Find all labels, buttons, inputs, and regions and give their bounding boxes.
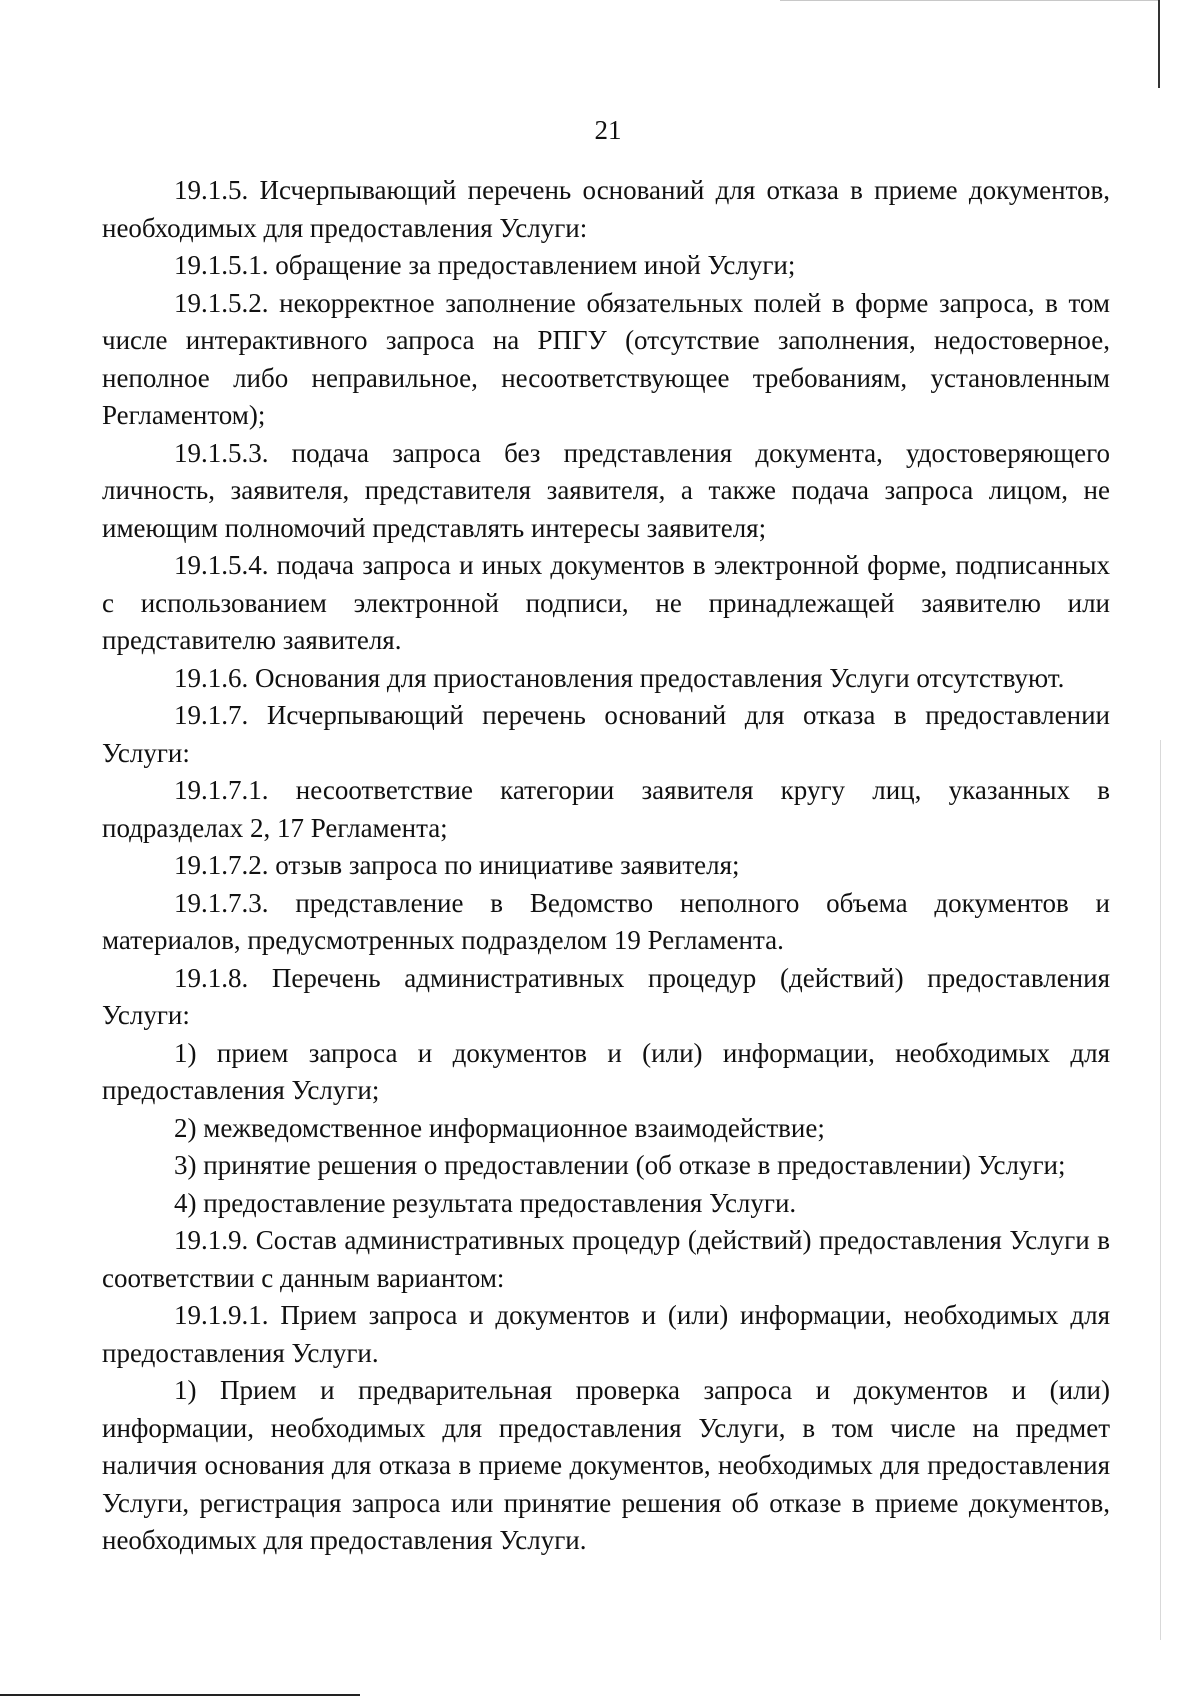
list-item-3: 3) принятие решения о предоставлении (об отказе в предоставлении) Услуги;: [174, 1150, 1066, 1180]
list-item-1: 1) прием запроса и документов и (или) информации, необходимых для предоставления Услуги;: [102, 1037, 1110, 1105]
paragraph-19-1-5-4: 19.1.5.4. подача запроса и иных документов в электронной форме, подписанных с использованием электронной подписи, не принадлежащей заявителю или представителю заявителя.: [102, 550, 1110, 655]
list-item-4: 4) предоставление результата предоставления Услуги.: [174, 1187, 797, 1218]
scan-edge-top: [780, 0, 1160, 1]
paragraph-19-1-7-3: 19.1.7.3. представление в Ведомство неполного объема документов и материалов, предусмотренных подразделом 19 Регламента.: [102, 887, 1110, 955]
paragraph-19-1-9-1: 19.1.9.1. Прием запроса и документов и (или) информации, необходимых для предоставления Услуги.: [102, 1300, 1110, 1368]
paragraph-19-1-5: 19.1.5. Исчерпывающий перечень оснований для отказа в приеме документов, необходимых для предоставления Услуги:: [102, 175, 1110, 243]
paragraph-19-1-9: 19.1.9. Состав административных процедур (действий) предоставления Услуги в соответствии с данным вариантом:: [102, 1225, 1110, 1293]
paragraph-19-1-7: 19.1.7. Исчерпывающий перечень оснований для отказа в предоставлении Услуги:: [102, 700, 1110, 768]
scan-edge-right-faint: [1160, 740, 1161, 1640]
paragraph-19-1-7-1: 19.1.7.1. несоответствие категории заявителя кругу лиц, указанных в подразделах 2, 17 Регламента;: [102, 775, 1110, 843]
paragraph-19-1-8: 19.1.8. Перечень административных процедур (действий) предоставления Услуги:: [102, 962, 1110, 1030]
scan-edge-bottom: [0, 1694, 360, 1696]
paragraph-19-1-5-1: 19.1.5.1. обращение за предоставлением иной Услуги;: [174, 250, 796, 280]
paragraph-19-1-7-2: 19.1.7.2. отзыв запроса по инициативе заявителя;: [174, 850, 740, 880]
page-number: 21: [594, 115, 622, 145]
paragraph-19-1-6: 19.1.6. Основания для приостановления предоставления Услуги отсутствуют.: [174, 662, 1065, 693]
document-body: [102, 172, 1110, 1560]
paragraph-19-1-5-3: 19.1.5.3. подача запроса без представления документа, удостоверяющего личность, заявителя, представителя заявителя, а также подача запроса лицом, не имеющим полномочий представлять интересы заявителя;: [102, 437, 1110, 543]
list-item-2: 2) межведомственное информационное взаимодействие;: [174, 1112, 825, 1143]
paragraph-19-1-5-2: 19.1.5.2. некорректное заполнение обязательных полей в форме запроса, в том числе интерактивного запроса на РПГУ (отсутствие заполнения, недостоверное, неполное либо неправильное, несоответствующее требованиям, установленным Регламентом);: [102, 287, 1110, 430]
scan-edge-right: [1158, 0, 1160, 88]
procedure-item-1: 1) Прием и предварительная проверка запроса и документов и (или) информации, необходимых для предоставления Услуги, в том числе на предмет наличия основания для отказа в приеме документов, необходимых для предоставления Услуги, регистрация запроса или принятие решения об отказе в приеме документов, необходимых для предоставления Услуги.: [102, 1375, 1110, 1555]
